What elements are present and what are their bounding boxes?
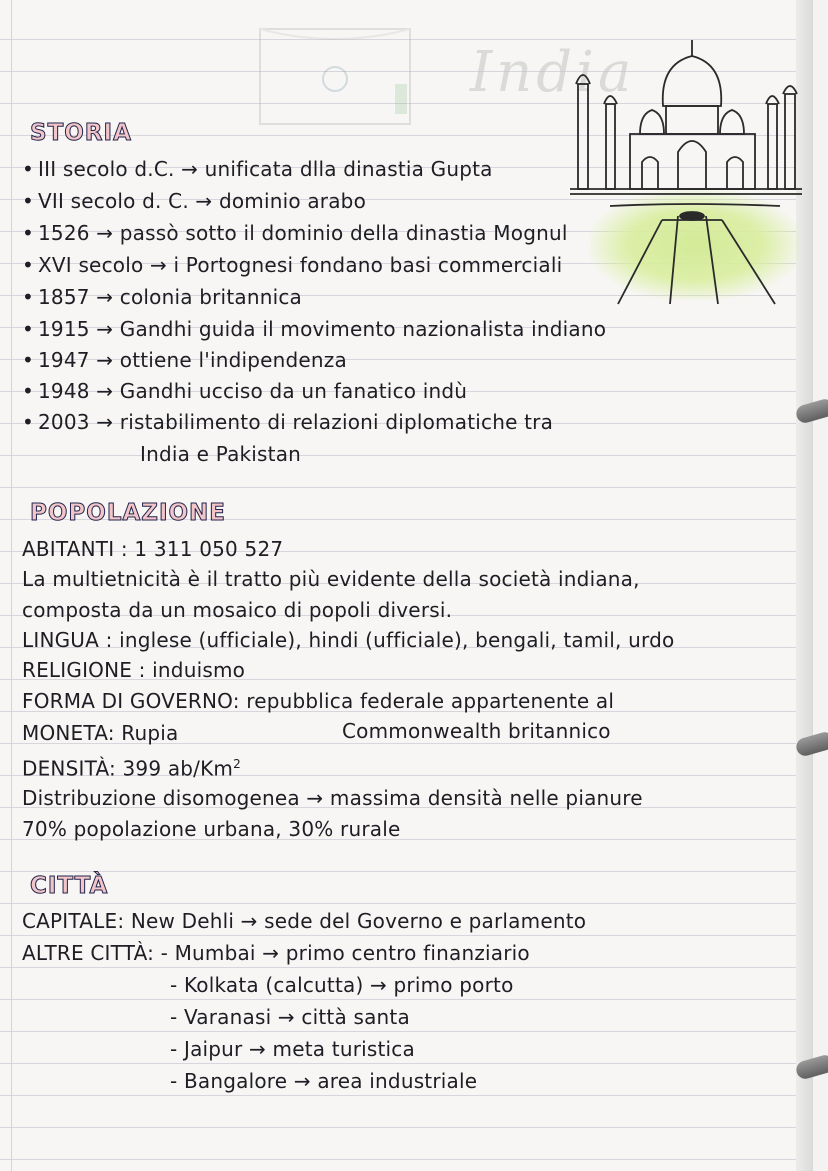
storia-continuation: India e Pakistan <box>140 442 302 466</box>
margin-line <box>11 0 12 1171</box>
densita: DENSITÀ: 399 ab/Km$^2$ <box>22 756 241 781</box>
storia-item: • 2003 → ristabilimento di relazioni diplomatiche tra <box>22 409 553 435</box>
faded-title: India <box>470 40 636 105</box>
capitale: CAPITALE: New Dehli → sede del Governo e parlamento <box>22 909 587 933</box>
section-heading-storia: STORIA <box>30 120 132 146</box>
storia-item: • 1948 → Gandhi ucciso da un fanatico indù <box>22 378 467 404</box>
storia-item: • XVI secolo → i Portognesi fondano basi commerciali <box>22 252 562 278</box>
moneta: MONETA: Rupia <box>22 721 179 745</box>
forma-di-governo-cont: Commonwealth britannico <box>342 719 611 743</box>
section-heading-popolazione: POPOLAZIONE <box>30 500 227 526</box>
storia-item: • 1947 → ottiene l'indipendenza <box>22 347 347 373</box>
popolazione-urbana: 70% popolazione urbana, 30% rurale <box>22 817 401 841</box>
distribuzione: Distribuzione disomogenea → massima densità nelle pianure <box>22 786 643 810</box>
altre-citta: ALTRE CITTÀ: - Mumbai → primo centro finanziario <box>22 941 530 965</box>
citta-item: - Jaipur → meta turistica <box>170 1037 415 1061</box>
storia-item: • 1915 → Gandhi guida il movimento nazionalista indiano <box>22 316 606 342</box>
forma-di-governo: FORMA DI GOVERNO: repubblica federale appartenente al <box>22 689 615 713</box>
section-heading-citta: CITTÀ <box>30 873 109 899</box>
citta-item: - Bangalore → area industriale <box>170 1069 478 1093</box>
storia-item: • 1857 → colonia britannica <box>22 284 302 310</box>
popolazione-desc: La multietnicità è il tratto più evidente della società indiana, <box>22 567 640 591</box>
citta-item: - Varanasi → città santa <box>170 1005 410 1029</box>
citta-item: - Kolkata (calcutta) → primo porto <box>170 973 514 997</box>
religione: RELIGIONE : induismo <box>22 658 246 682</box>
taj-mahal-drawing <box>570 34 805 309</box>
faded-flag-drawing <box>255 24 420 134</box>
storia-item: • VII secolo d. C. → dominio arabo <box>22 188 366 214</box>
storia-item: • III secolo d.C. → unificata dlla dinastia Gupta <box>22 156 493 182</box>
lingua: LINGUA : inglese (ufficiale), hindi (ufficiale), bengali, tamil, urdo <box>22 628 675 652</box>
popolazione-desc: composta da un mosaico di popoli diversi. <box>22 598 453 622</box>
abitanti: ABITANTI : 1 311 050 527 <box>22 537 284 561</box>
storia-item: • 1526 → passò sotto il dominio della dinastia Mognul <box>22 220 568 246</box>
